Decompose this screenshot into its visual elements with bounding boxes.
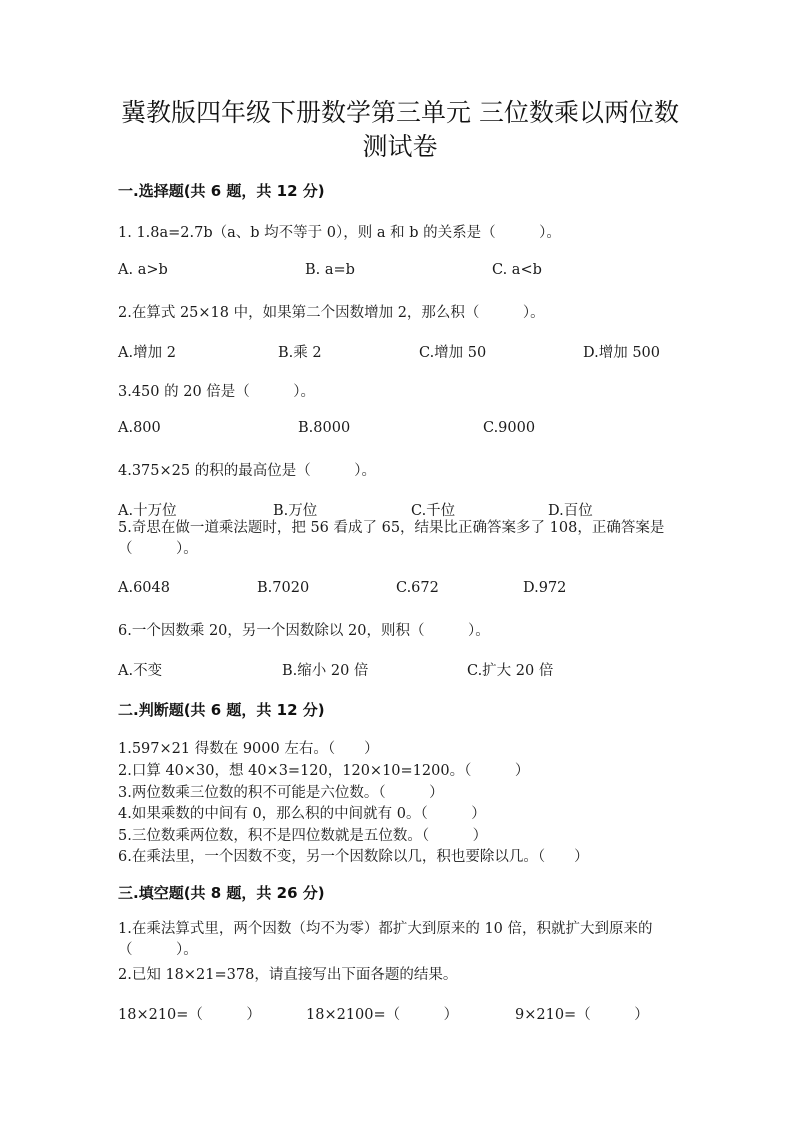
judge-item-6: 6.在乘法里，一个因数不变，另一个因数除以几，积也要除以几。（ ） [118, 849, 589, 865]
choice-4-option-c: C.千位 [411, 503, 456, 519]
page-title-line-1: 冀教版四年级下册数学第三单元 三位数乘以两位数 [121, 98, 679, 127]
choice-4-option-b: B.万位 [273, 503, 318, 519]
judge-item-5: 5.三位数乘两位数，积不是四位数就是五位数。（ ） [118, 828, 488, 844]
choice-2-option-a: A.增加 2 [118, 345, 176, 361]
fill-question-2: 2.已知 18×21=378，请直接写出下面各题的结果。 [118, 967, 458, 983]
choice-question-4: 4.375×25 的积的最高位是（ ）。 [118, 463, 376, 479]
choice-2-option-b: B.乘 2 [278, 345, 322, 361]
judge-item-2: 2.口算 40×30，想 40×3=120，120×10=1200。（ ） [118, 763, 530, 779]
choice-5-option-a: A.6048 [118, 580, 170, 596]
judge-item-1: 1.597×21 得数在 9000 左右。（ ） [118, 741, 379, 757]
choice-5-option-d: D.972 [523, 580, 567, 596]
choice-4-option-a: A.十万位 [118, 503, 177, 519]
choice-1-option-b: B. a=b [305, 262, 355, 278]
choice-5-option-b: B.7020 [257, 580, 310, 596]
choice-question-1: 1. 1.8a=2.7b（a、b 均不等于 0），则 a 和 b 的关系是（ ）。 [118, 225, 561, 241]
choice-6-option-c: C.扩大 20 倍 [467, 663, 554, 679]
section-choice-heading: 一.选择题(共 6 题，共 12 分) [118, 182, 325, 200]
choice-question-2: 2.在算式 25×18 中，如果第二个因数增加 2，那么积（ ）。 [118, 305, 545, 321]
fill-2-item-3: 9×210=（ ） [515, 1007, 649, 1023]
fill-2-item-2: 18×2100=（ ） [306, 1007, 459, 1023]
choice-question-5: 5.奇思在做一道乘法题时，把 56 看成了 65，结果比正确答案多了 108，正确答案是（ ）。 [118, 520, 665, 557]
choice-2-option-c: C.增加 50 [419, 345, 487, 361]
judge-item-3: 3.两位数乘三位数的积不可能是六位数。（ ） [118, 785, 444, 801]
choice-3-option-b: B.8000 [298, 420, 351, 436]
fill-question-1: 1.在乘法算式里，两个因数（均不为零）都扩大到原来的 10 倍，积就扩大到原来的（ ）。 [118, 921, 653, 958]
choice-6-option-a: A.不变 [118, 663, 163, 679]
page-title-line-2: 测试卷 [362, 132, 438, 161]
choice-4-option-d: D.百位 [548, 503, 593, 519]
choice-question-3: 3.450 的 20 倍是（ ）。 [118, 384, 316, 400]
choice-2-option-d: D.增加 500 [583, 345, 661, 361]
choice-3-option-c: C.9000 [483, 420, 536, 436]
choice-1-option-a: A. a>b [118, 262, 168, 278]
section-judge-heading: 二.判断题(共 6 题，共 12 分) [118, 701, 325, 719]
choice-5-option-c: C.672 [396, 580, 439, 596]
choice-1-option-c: C. a<b [492, 262, 542, 278]
choice-question-6: 6.一个因数乘 20，另一个因数除以 20，则积（ ）。 [118, 623, 490, 639]
judge-item-4: 4.如果乘数的中间有 0，那么积的中间就有 0。（ ） [118, 806, 486, 822]
choice-3-option-a: A.800 [118, 420, 161, 436]
section-fill-heading: 三.填空题(共 8 题，共 26 分) [118, 884, 325, 902]
fill-2-item-1: 18×210=（ ） [118, 1007, 261, 1023]
choice-6-option-b: B.缩小 20 倍 [282, 663, 369, 679]
